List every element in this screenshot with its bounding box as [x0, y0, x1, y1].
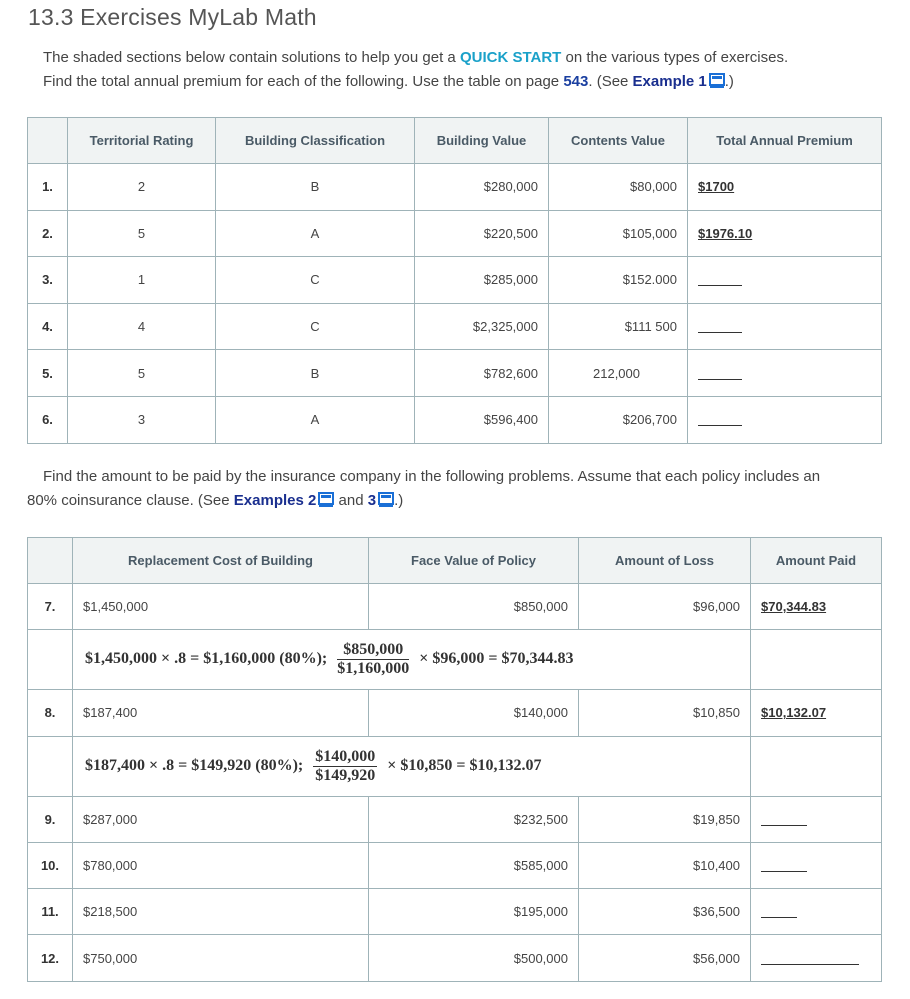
answer-value: $1976.10 [698, 225, 753, 241]
coinsurance-instructions: Find the amount to be paid by the insurance company in the following problems. Assume that each policy includes an 80% coinsurance clause. (See Examples 2 and 3 .) [27, 468, 821, 509]
table-row: 3. 1 C $285,000 $152.000 [28, 257, 882, 304]
answer-blank[interactable] [698, 321, 742, 333]
header-amount-paid: Amount Paid [751, 538, 882, 584]
header-territorial-rating: Territorial Rating [68, 118, 216, 164]
answer-blank[interactable] [761, 906, 797, 918]
example-1-link[interactable]: Example 1 [632, 73, 707, 90]
answer-blank[interactable] [761, 953, 859, 965]
quick-start-label: QUICK START [459, 49, 562, 66]
answer-blank[interactable] [698, 368, 742, 380]
examples-2-link[interactable]: Examples 2 [233, 492, 317, 509]
table-row: 9. $287,000 $232,500 $19,850 [28, 796, 882, 842]
book-icon[interactable] [709, 73, 725, 88]
fraction: $\frac{\$140,000}{\$149,920}$ [315, 747, 376, 784]
intro-text: The shaded sections below contain solutions to help you get a QUICK START on the various types of exercises. Find the total annual premium for each of the following. Use the table on page 543. (See Example 1 .) [43, 49, 789, 90]
fraction: $\frac{\$850,000}{\$1,160,000}$ [337, 641, 410, 678]
table-row: 6. 3 A $596,400 $206,700 [28, 396, 882, 443]
answer-blank[interactable] [698, 414, 742, 426]
answer-value: $1700 [698, 179, 735, 195]
book-icon[interactable] [378, 492, 394, 507]
book-icon[interactable] [318, 492, 334, 507]
answer-blank[interactable] [761, 814, 807, 826]
table-row: 11. $218,500 $195,000 $36,500 [28, 889, 882, 935]
answer-blank[interactable] [698, 274, 742, 286]
table-row: 4. 4 C $2,325,000 $111 500 [28, 303, 882, 350]
header-total-annual-premium: Total Annual Premium [688, 118, 882, 164]
solution-row [28, 736, 882, 796]
table-row: 2. 5 A $220,500 $105,000 $1976.10 [28, 210, 882, 257]
table-row: 1. 2 B $280,000 $80,000 $1700 [28, 164, 882, 211]
table-header [28, 118, 882, 164]
solution-row [28, 630, 882, 690]
table-row: 12. $750,000 $500,000 $56,000 [28, 935, 882, 981]
table-row: 5. 5 B $782,600 212,000 [28, 350, 882, 397]
solution-7: $1,450,000 × .8 = $1,160,000 (80%); $\frac{\$850,000}{\$1,160,000}$ × $96,000 = $70,344.83 [73, 630, 751, 690]
coinsurance-table [27, 537, 882, 982]
premium-table [27, 117, 882, 444]
page-title: 13.3 Exercises MyLab Math [28, 4, 317, 30]
header-building-value: Building Value [415, 118, 549, 164]
header-replacement-cost: Replacement Cost of Building [73, 538, 369, 584]
table-row: 8. $187,400 $140,000 $10,850 $10,132.07 [28, 690, 882, 736]
header-amount-of-loss: Amount of Loss [579, 538, 751, 584]
table-row: 10. $780,000 $585,000 $10,400 [28, 842, 882, 888]
table-row: 7. $1,450,000 $850,000 $96,000 $70,344.83 [28, 584, 882, 630]
page-link[interactable]: 543 [563, 73, 589, 90]
solution-8: $187,400 × .8 = $149,920 (80%); $\frac{\$140,000}{\$149,920}$ × $10,850 = $10,132.07 [73, 736, 751, 796]
answer-value: $70,344.83 [761, 599, 827, 615]
table-header [28, 538, 882, 584]
header-building-classification: Building Classification [216, 118, 415, 164]
examples-3-link[interactable]: 3 [367, 492, 377, 509]
header-face-value: Face Value of Policy [369, 538, 579, 584]
answer-value: $10,132.07 [761, 705, 827, 721]
header-contents-value: Contents Value [549, 118, 688, 164]
answer-blank[interactable] [761, 860, 807, 872]
